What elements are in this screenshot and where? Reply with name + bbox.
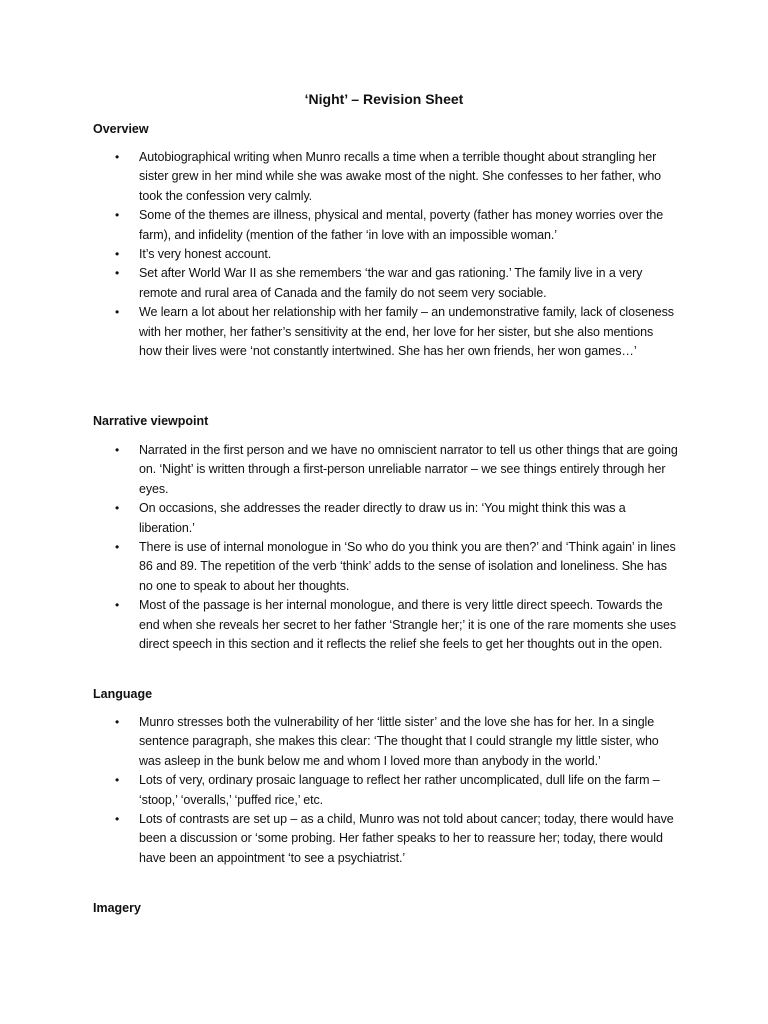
list-item-text: Munro stresses both the vulnerability of her ‘little sister’ and the love she has for her. In a single sentence paragraph, she makes this clear: ‘The thought that I could strangle my little sister, who was asleep in the bunk below me and whom I loved more than anybody in the world.’ — [139, 715, 659, 768]
section-heading-narrative-viewpoint: Narrative viewpoint — [93, 414, 209, 428]
list-item-text: Set after World War II as she remembers ‘the war and gas rationing.’ The family live in a very remote and rural area of Canada and the family do not seem very sociable. — [139, 266, 643, 300]
bullet-icon: • — [115, 715, 120, 729]
list-item-text: Narrated in the first person and we have no omniscient narrator to tell us other things that are going on. ‘Night’ is written through a first-person unreliable narrator – we see things entirely through her eyes. — [139, 443, 678, 496]
list-item-text: There is use of internal monologue in ‘So who do you think you are then?’ and ‘Think again’ in lines 86 and 89. The repetition of the verb ‘think’ adds to the sense of isolation and loneliness. She has no one to speak to about her thoughts. — [139, 540, 676, 593]
list-item-text: Some of the themes are illness, physical and mental, poverty (father has money worries over the farm), and infidelity (mention of the father ‘in love with an impossible woman.’ — [139, 208, 664, 242]
bullet-icon: • — [115, 598, 120, 613]
section-heading-imagery: Imagery — [93, 901, 141, 915]
list-item — [0, 264, 679, 303]
list-item-text: Most of the passage is her internal monologue, and there is very little direct speech. Towards the end when she reveals her secret to her father ‘Strangle her;’ it is one of the rare moments she uses direct speech in this section and it reflects the relief she feels to get her thoughts out in the open. — [139, 598, 677, 652]
bullet-icon: • — [115, 812, 120, 827]
bullet-icon: • — [115, 266, 120, 281]
section-heading-overview: Overview — [93, 122, 149, 136]
narrative-viewpoint-list — [0, 441, 768, 654]
list-item — [0, 245, 679, 264]
list-item — [0, 771, 679, 810]
bullet-icon: • — [115, 208, 120, 223]
list-item-text: Lots of contrasts are set up – as a child, Munro was not told about cancer; today, there would have been a discussion or ‘some probing. Her father speaks to her to reassure her; today, there would have been an appointment ‘to see a psychiatrist.’ — [139, 812, 674, 865]
bullet-icon: • — [115, 773, 120, 788]
list-item-text: On occasions, she addresses the reader directly to draw us in: ‘You might think this was a liberation.’ — [139, 501, 626, 535]
bullet-icon: • — [115, 150, 120, 164]
list-item — [0, 538, 679, 596]
list-item — [0, 810, 679, 868]
list-item-text: Autobiographical writing when Munro recalls a time when a terrible thought about strangling her sister grew in her mind while she was awake most of the night. She confesses to her father, who took the confession very calmly. — [139, 150, 662, 203]
list-item-text: We learn a lot about her relationship with her family – an undemonstrative family, lack of closeness with her mother, her father’s sensitivity at the end, her love for her sister, but she also mentions how their lives were ‘not constantly intertwined. She has her own friends, her won games…’ — [139, 305, 674, 359]
document-title: ‘Night’ – Revision Sheet — [304, 91, 464, 107]
bullet-icon: • — [115, 247, 120, 262]
bullet-icon: • — [115, 305, 120, 320]
list-item — [0, 441, 679, 499]
list-item — [0, 499, 679, 538]
list-item — [0, 148, 679, 206]
bullet-icon: • — [115, 443, 120, 457]
language-list — [0, 713, 768, 868]
list-item — [0, 206, 679, 245]
list-item — [0, 713, 679, 771]
overview-list — [0, 148, 768, 361]
list-item — [0, 303, 679, 361]
list-item-text: It’s very honest account. — [139, 247, 272, 262]
list-item-text: Lots of very, ordinary prosaic language to reflect her rather uncomplicated, dull life on the farm – ‘stoop,’ ‘overalls,’ ‘puffed rice,’ etc. — [139, 773, 660, 807]
section-heading-language: Language — [93, 687, 153, 701]
bullet-icon: • — [115, 501, 120, 516]
list-item — [0, 596, 679, 654]
bullet-icon: • — [115, 540, 120, 555]
